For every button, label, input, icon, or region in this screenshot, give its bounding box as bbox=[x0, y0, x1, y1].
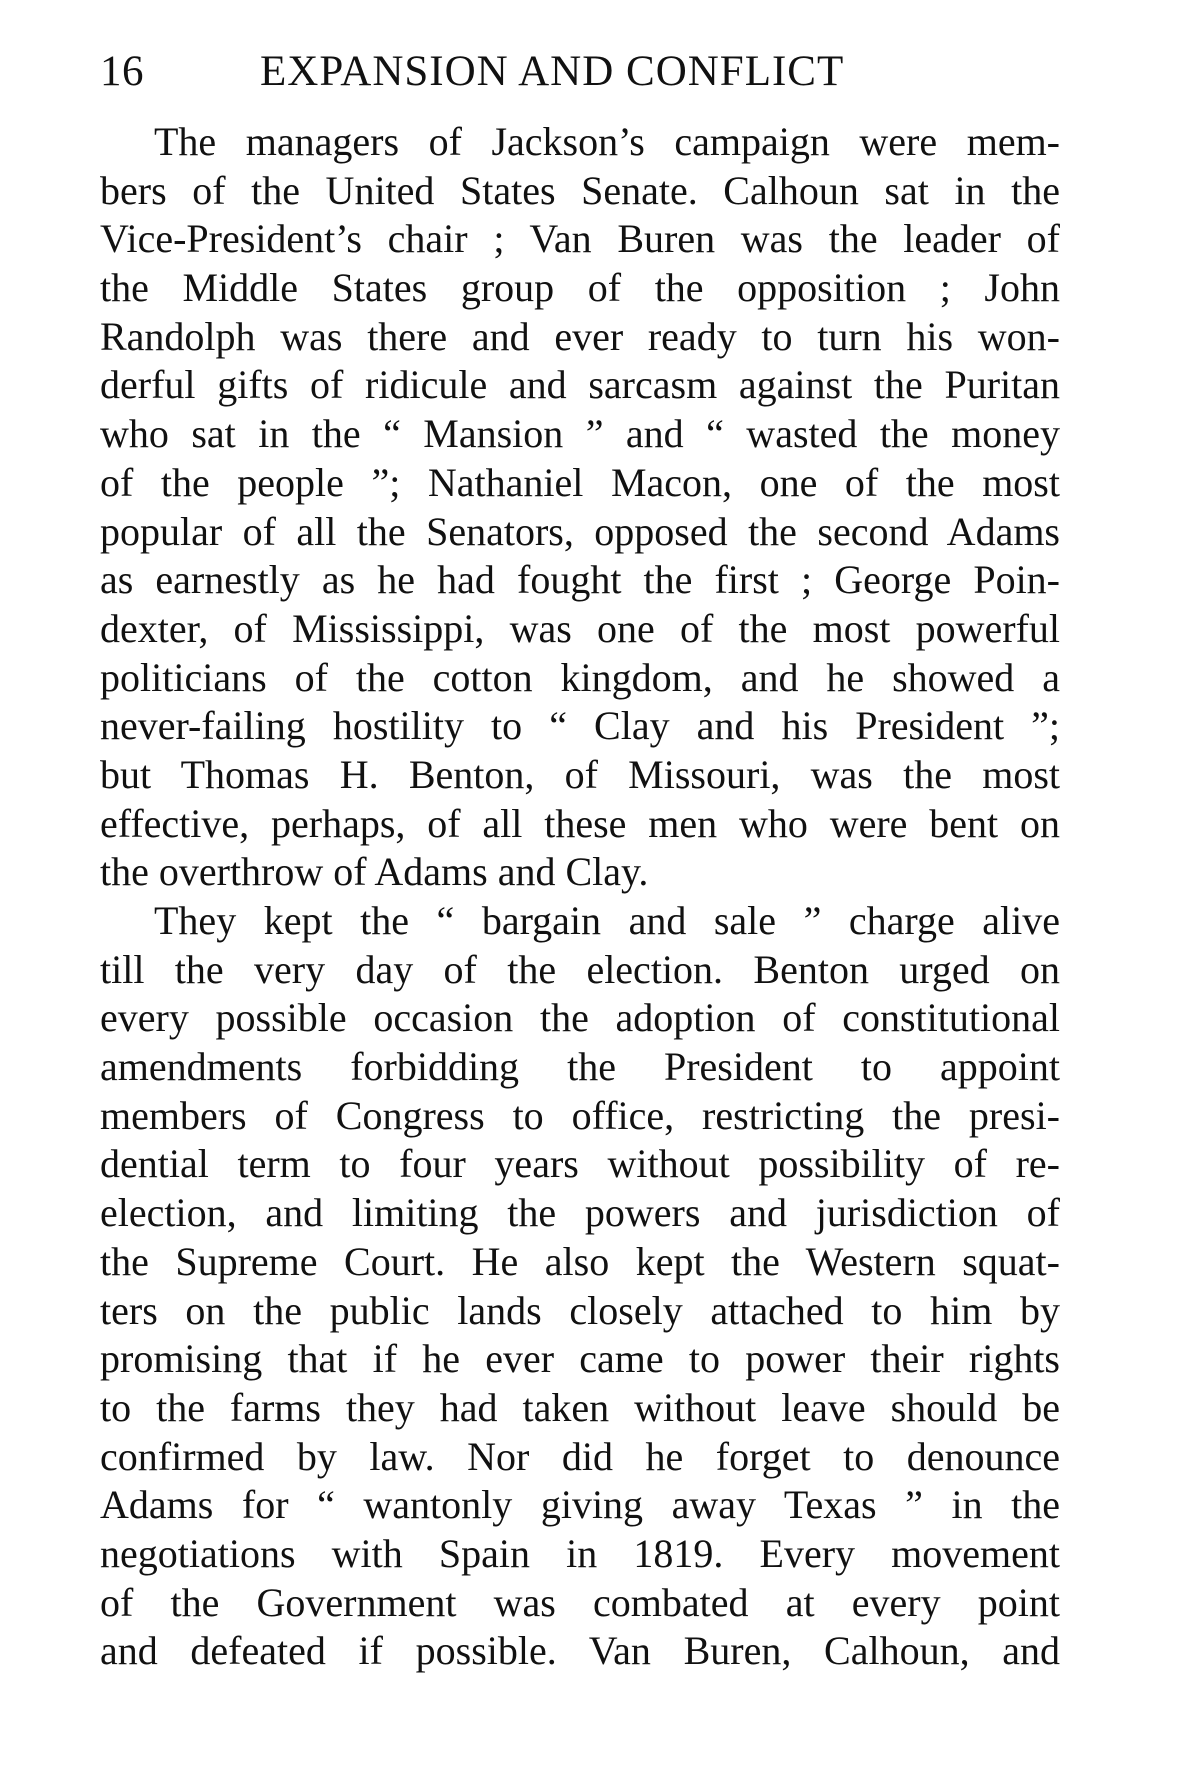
page-number: 16 bbox=[100, 48, 144, 95]
text-line: election, and limiting the powers and jurisdiction of bbox=[100, 1190, 1060, 1236]
text-line: ters on the public lands closely attached to him by bbox=[100, 1287, 1060, 1333]
text-line: derful gifts of ridicule and sarcasm against the Puritan bbox=[100, 362, 1060, 408]
running-head bbox=[100, 42, 1060, 102]
text-line: promising that if he ever came to power their rights bbox=[100, 1336, 1060, 1382]
running-title: EXPANSION AND CONFLICT bbox=[260, 48, 845, 95]
text-line: amendments forbidding the President to appoint bbox=[100, 1044, 1060, 1090]
text-line: popular of all the Senators, opposed the second Adams bbox=[100, 508, 1060, 554]
text-line: Randolph was there and ever ready to turn his won- bbox=[100, 313, 1060, 359]
paragraph-2 bbox=[100, 897, 1060, 1676]
text-line: till the very day of the election. Benton urged on bbox=[100, 946, 1060, 992]
text-line: effective, perhaps, of all these men who were bent on bbox=[100, 800, 1060, 846]
text-line: to the farms they had taken without leave should be bbox=[100, 1384, 1060, 1430]
text-line: every possible occasion the adoption of constitutional bbox=[100, 995, 1060, 1041]
text-line: politicians of the cotton kingdom, and he showed a bbox=[100, 654, 1060, 700]
text-line: members of Congress to office, restricting the presi- bbox=[100, 1092, 1060, 1138]
text-line: bers of the United States Senate. Calhoun sat in the bbox=[100, 167, 1060, 213]
text-line: never-failing hostility to “ Clay and his President ”; bbox=[100, 703, 1060, 749]
text-line: who sat in the “ Mansion ” and “ wasted the money bbox=[100, 411, 1060, 457]
text-line: and defeated if possible. Van Buren, Calhoun, and bbox=[100, 1628, 1060, 1674]
text-line: of the people ”; Nathaniel Macon, one of the most bbox=[100, 459, 1060, 505]
text-line: confirmed by law. Nor did he forget to denounce bbox=[100, 1433, 1060, 1479]
paragraph-1 bbox=[100, 118, 1060, 897]
text-line: They kept the “ bargain and sale ” charge alive bbox=[154, 898, 1060, 943]
text-line: dexter, of Mississippi, was one of the most powerful bbox=[100, 605, 1060, 651]
text-line: Adams for “ wantonly giving away Texas ” in the bbox=[100, 1482, 1060, 1528]
text-line: the overthrow of Adams and Clay. bbox=[100, 849, 649, 895]
text-line: of the Government was combated at every point bbox=[100, 1579, 1060, 1625]
text-line: The managers of Jackson’s campaign were mem- bbox=[154, 119, 1060, 164]
text-line: the Supreme Court. He also kept the Western squat- bbox=[100, 1238, 1060, 1284]
text-line: the Middle States group of the opposition ; John bbox=[100, 265, 1060, 311]
body-text bbox=[100, 118, 1060, 1676]
text-line: negotiations with Spain in 1819. Every movement bbox=[100, 1530, 1060, 1576]
text-line: dential term to four years without possibility of re- bbox=[100, 1141, 1060, 1187]
text-line: Vice-President’s chair ; Van Buren was the leader of bbox=[100, 216, 1060, 262]
text-line: as earnestly as he had fought the first ; George Poin- bbox=[100, 557, 1060, 603]
text-line: but Thomas H. Benton, of Missouri, was the most bbox=[100, 751, 1060, 797]
